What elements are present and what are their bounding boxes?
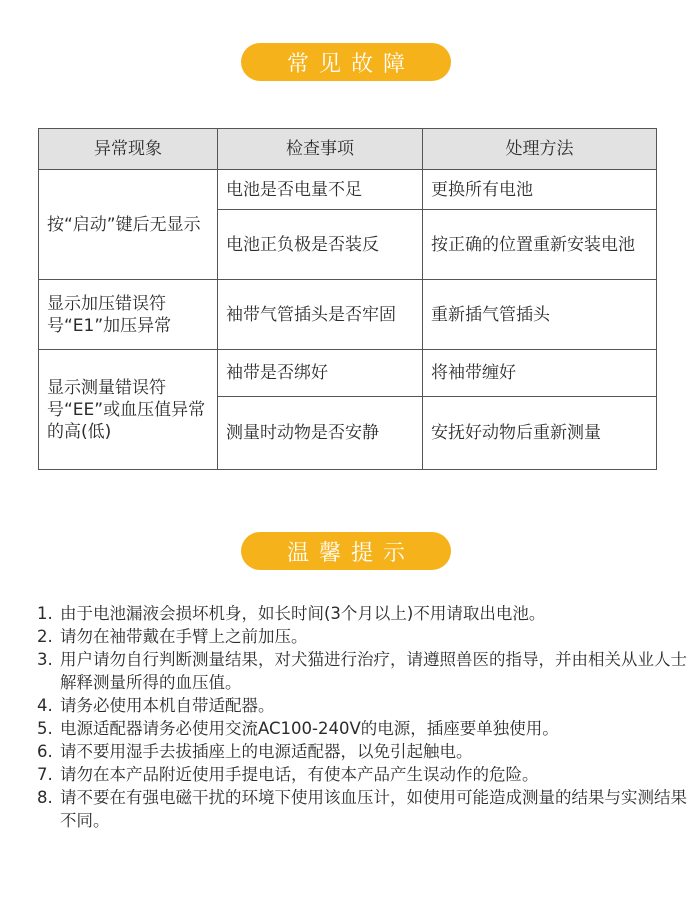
fix-cell: 更换所有电池 xyxy=(423,170,657,210)
symptom-cell: 显示加压错误符号“E1”加压异常 xyxy=(39,280,218,350)
symptom-cell: 按“启动”键后无显示 xyxy=(39,170,218,280)
check-cell: 袖带是否绑好 xyxy=(218,350,423,397)
table-row xyxy=(39,350,657,397)
list-item: 5. 电源适配器请务必使用交流AC100-240V的电源，插座要单独使用。 xyxy=(58,717,688,740)
section-title-common-faults: 常见故障 xyxy=(241,43,451,81)
fix-cell: 安抚好动物后重新测量 xyxy=(423,397,657,470)
column-header-symptom: 异常现象 xyxy=(39,129,218,170)
column-header-check: 检查事项 xyxy=(218,129,423,170)
list-item: 7. 请勿在本产品附近使用手提电话，有使本产品产生误动作的危险。 xyxy=(58,763,688,786)
column-header-fix: 处理方法 xyxy=(423,129,657,170)
list-item: 8. 请不要在有强电磁干扰的环境下使用该血压计，如使用可能造成测量的结果与实测结果不同。 xyxy=(58,786,688,832)
check-cell: 测量时动物是否安静 xyxy=(218,397,423,470)
check-cell: 电池正负极是否装反 xyxy=(218,210,423,280)
table-row xyxy=(39,170,657,210)
list-item: 2. 请勿在袖带戴在手臂上之前加压。 xyxy=(58,625,688,648)
section-title-tips: 温馨提示 xyxy=(241,532,451,570)
tips-list xyxy=(38,602,688,832)
list-item: 1. 由于电池漏液会损坏机身，如长时间(3个月以上)不用请取出电池。 xyxy=(58,602,688,625)
fix-cell: 按正确的位置重新安装电池 xyxy=(423,210,657,280)
list-item: 4. 请务必使用本机自带适配器。 xyxy=(58,694,688,717)
fix-cell: 将袖带缠好 xyxy=(423,350,657,397)
check-cell: 袖带气管插头是否牢固 xyxy=(218,280,423,350)
list-item: 6. 请不要用湿手去拔插座上的电源适配器，以免引起触电。 xyxy=(58,740,688,763)
list-item: 3. 用户请勿自行判断测量结果，对犬猫进行治疗，请遵照兽医的指导，并由相关从业人士解释测量所得的血压值。 xyxy=(58,648,688,694)
symptom-cell: 显示测量错误符号“EE”或血压值异常的高(低) xyxy=(39,350,218,470)
table-header-row xyxy=(39,129,657,170)
check-cell: 电池是否电量不足 xyxy=(218,170,423,210)
fault-table xyxy=(38,128,657,470)
fix-cell: 重新插气管插头 xyxy=(423,280,657,350)
table-row xyxy=(39,280,657,350)
